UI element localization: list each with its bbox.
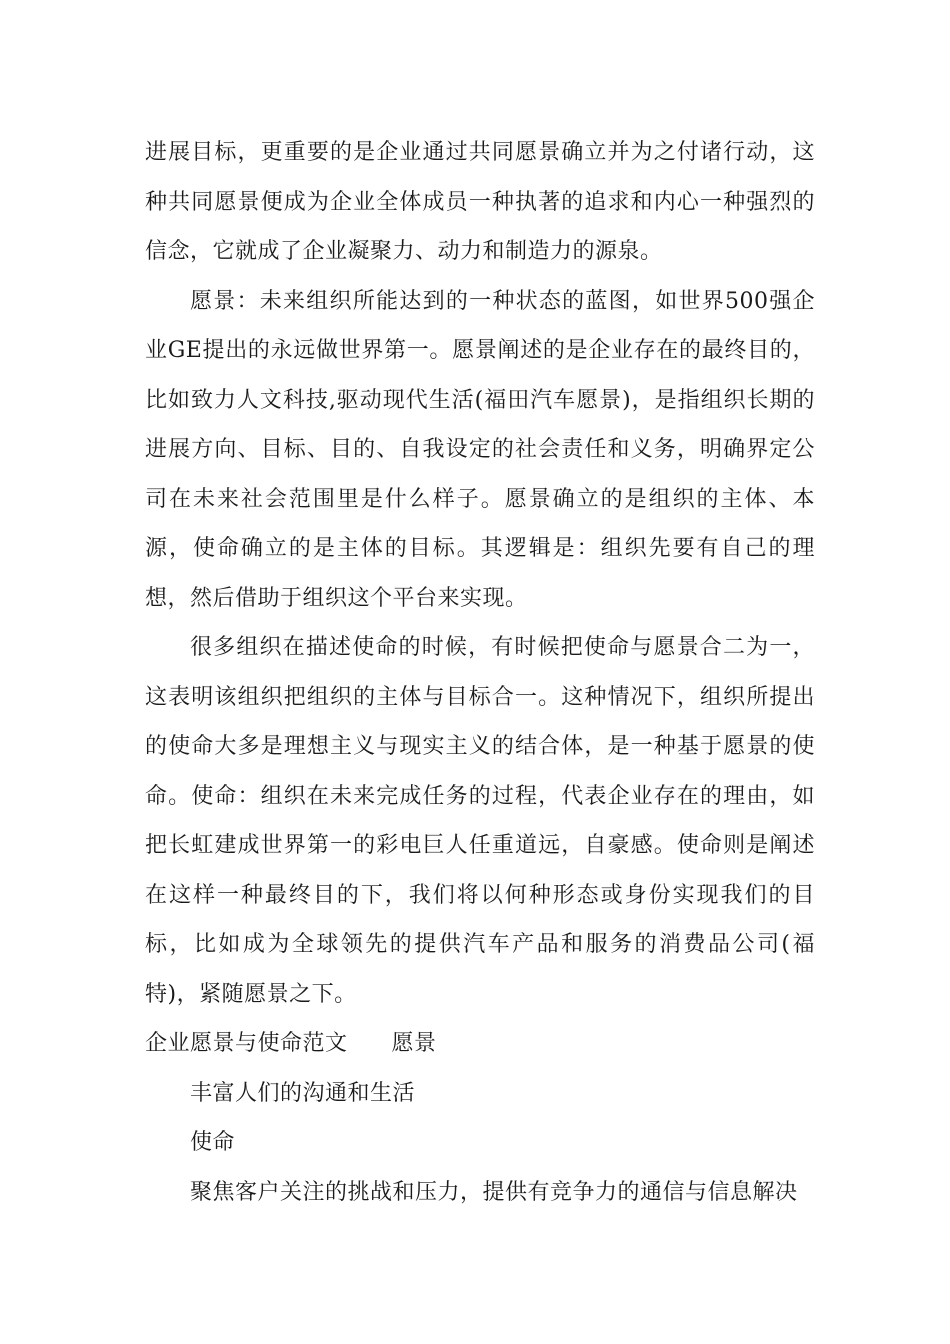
paragraph-mission-definition: 很多组织在描述使命的时候，有时候把使命与愿景合二为一，这表明该组织把组织的主体与目标合一。这种情况下，组织所提出的使命大多是理想主义与现实主义的结合体，是一种基于愿景的使命。使命：组织在未来完成任务的过程，代表企业存在的理由，如把长虹建成世界第一的彩电巨人任重道远，自豪感。使命则是阐述在这样一种最终目的下，我们将以何种形态或身份实现我们的目标，比如成为全球领先的提供汽车产品和服务的消费品公司(福特)，紧随愿景之下。 (145, 635, 815, 1007)
vision-label: 愿景 (391, 1031, 437, 1056)
mission-text: 聚焦客户关注的挑战和压力，提供有竞争力的通信与信息解决 (190, 1179, 798, 1205)
paragraph-continuation: 进展目标，更重要的是企业通过共同愿景确立并为之付诸行动，这种共同愿景便成为企业全体成员一种执著的追求和内心一种强烈的信念，它就成了企业凝聚力、动力和制造力的源泉。 (145, 140, 815, 264)
example-heading-line (145, 1019, 815, 1069)
paragraph-vision-definition: 愿景：未来组织所能达到的一种状态的蓝图，如世界500强企业GE提出的永远做世界第一。愿景阐述的是企业存在的最终目的，比如致力人文科技,驱动现代生活(福田汽车愿景)，是指组织长期的进展方向、目标、目的、自我设定的社会责任和义务，明确界定公司在未来社会范围里是什么样子。愿景确立的是组织的主体、本源，使命确立的是主体的目标。其逻辑是：组织先要有自己的理想，然后借助于组织这个平台来实现。 (145, 288, 815, 611)
vision-text: 丰富人们的沟通和生活 (190, 1080, 416, 1106)
example-heading: 企业愿景与使命范文 (145, 1031, 348, 1056)
mission-label: 使命 (190, 1130, 236, 1155)
document-body (145, 128, 815, 1217)
